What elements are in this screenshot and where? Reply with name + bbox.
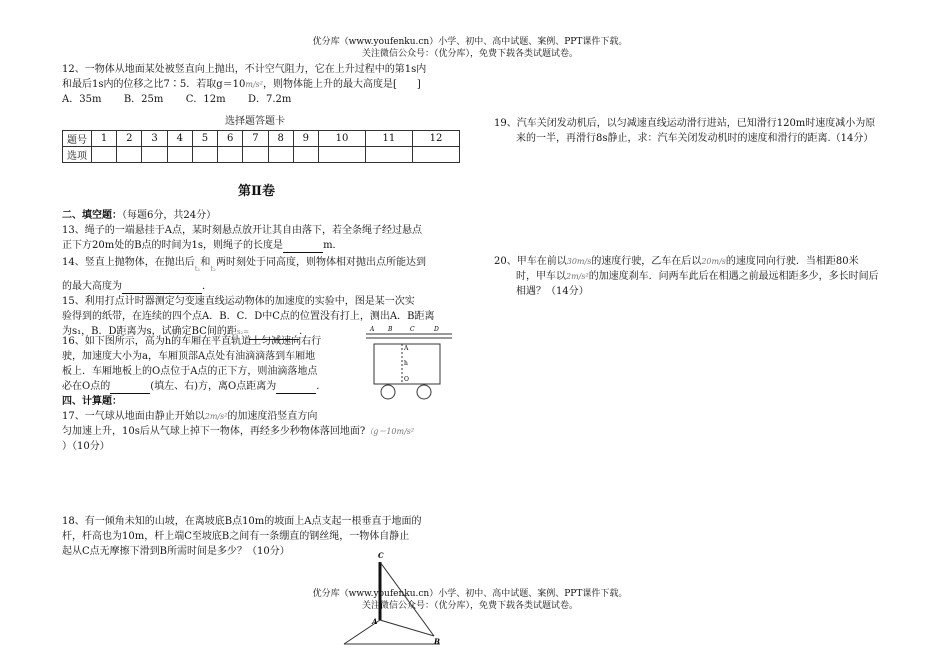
q15-line-1: 15、利用打点计时器测定匀变速直线运动物体的加速度的实验中，图是某一次实 xyxy=(62,296,415,307)
q12-unit: m/s² xyxy=(245,80,263,89)
slope-line xyxy=(380,620,434,636)
question-20 xyxy=(494,254,894,299)
cart-figure xyxy=(362,322,462,402)
answer-cell xyxy=(268,147,293,163)
q13-line-1: 13、绳子的一端悬挂于A点，某时刻悬点放开让其自由落下，若全条绳子经过悬点 xyxy=(62,225,422,236)
tape-label: B xyxy=(388,326,393,333)
answer-cell xyxy=(167,147,192,163)
fill-heading: 二、填空题：（每题6分，共24分） xyxy=(62,210,217,221)
answer-cell xyxy=(142,147,167,163)
tape-label: C xyxy=(410,326,415,333)
q20-line-3: 相遇？（14分） xyxy=(516,286,589,297)
tape-label: A xyxy=(370,326,375,333)
answer-cell xyxy=(92,147,117,163)
q14-t1: t₁ xyxy=(194,265,201,273)
cell-number: 9 xyxy=(293,131,318,147)
cell-number: 7 xyxy=(243,131,268,147)
cell-number: 2 xyxy=(117,131,142,147)
q17-line-1: 17、一气球从地面由静止开始以2m/s²的加速度沿竖直方向 xyxy=(62,411,318,422)
answer-cell xyxy=(365,147,412,163)
answer-card-title: 选择题答题卡 xyxy=(225,116,285,127)
cart-label: A xyxy=(404,345,409,352)
cell-number: 4 xyxy=(167,131,192,147)
section-2-title: 第Ⅱ卷 xyxy=(238,184,275,199)
header-line-1: 优分库（www.youfenku.cn）小学、初中、高中试题、案例、PPT课件下载。 xyxy=(312,589,628,599)
q15-line-3: 为s₁，B．D距离为s，试确定BC间的距s₂= ． xyxy=(62,324,464,340)
q14-t2: t₂ xyxy=(210,265,216,273)
q16-line-4: 必在O点的 (填左、右)方，离O点距离为 ． xyxy=(62,381,327,392)
point-label-a: A xyxy=(372,617,378,626)
slope-figure xyxy=(340,548,450,648)
point-label-b: B xyxy=(434,637,440,646)
cell-number: 8 xyxy=(268,131,293,147)
q19-line-1: 19、汽车关闭发动机后，以匀减速直线运动滑行进站，已知滑行120m时速度减小为原 xyxy=(494,118,876,129)
answer-cell xyxy=(117,147,142,163)
point-label-c: C xyxy=(378,551,384,560)
q14-line-2: 的最大高度为 ． xyxy=(62,281,212,292)
q12-option-b: B．25m xyxy=(123,94,164,105)
header-line-2: 关注微信公众号：（优分库），免费下载各类试题试卷。 xyxy=(361,601,578,611)
cell-number: 1 xyxy=(92,131,117,147)
q12-option-a: A．35m xyxy=(62,94,102,105)
q16-line-2: 驶，加速度大小为a，车厢顶部A点处有油滴滴落到车厢地 xyxy=(62,351,316,362)
q12-options xyxy=(62,92,462,107)
q20-line-2: 时，甲车以2m/s²的加速度刹车．问两车此后在相遇之前最远相距多少，多长时间后 xyxy=(516,271,879,282)
q15-line-2: 验得到的纸带，在连续的四个点A．B．C．D中C点的位置没有打上，测出A．B距离 xyxy=(62,311,435,322)
q17-g: （g＝10m/s² xyxy=(365,427,415,436)
answer-cell xyxy=(293,147,318,163)
cell-number: 3 xyxy=(142,131,167,147)
q12-option-c: C．12m xyxy=(185,94,226,105)
wire xyxy=(380,562,434,636)
q16-line-1: 16、如下图所示，高为h的车厢在平直轨道上匀减速向右行 xyxy=(62,336,322,347)
answer-cell xyxy=(243,147,268,163)
q20-line-1: 20、甲车在前以30m/s的速度行驶，乙车在后以20m/s的速度同向行驶．当相距80米 xyxy=(494,256,859,267)
q18-line-2: 杆，杆高也为10m，杆上端C至坡底B之间有一条绷直的钢丝绳，一物体自静止 xyxy=(62,531,410,542)
answer-cell xyxy=(218,147,243,163)
answer-card-row-numbers xyxy=(63,131,460,147)
q12-line-2: 和最后1s内的位移之比7∶5．若取g＝10m/s²，则物体能上升的最大高度是[ ] xyxy=(62,79,421,90)
answer-cell xyxy=(192,147,217,163)
question-19 xyxy=(494,116,894,146)
q17-line-3: ）（10分） xyxy=(62,441,110,452)
cell-number: 10 xyxy=(318,131,365,147)
q16-line-3: 板上．车厢地板上的O点位于A点的正下方，则油滴落地点 xyxy=(62,366,318,377)
q14-line-1: 14、竖直上抛物体，在抛出后$_{t_1}$和$_{t_2}$两时刻处于同高度，则物体相对抛出点所能达到 xyxy=(62,257,426,273)
cell-number: 11 xyxy=(365,131,412,147)
q17-acc: 2m/s² xyxy=(204,412,228,421)
question-12 xyxy=(62,62,462,107)
cell-number: 6 xyxy=(218,131,243,147)
tape-label: D xyxy=(434,326,439,333)
row-label-number: 题号 xyxy=(63,131,92,147)
cart-label: O xyxy=(404,376,409,383)
header-line-2: 关注微信公众号：（优分库），免费下载各类试题试卷。 xyxy=(361,49,578,59)
q12-option-d: D．7.2m xyxy=(247,94,292,105)
q12-line-1: 12、一物体从地面某处被竖直向上抛出，不计空气阻力，它在上升过程中的第1s内 xyxy=(62,64,427,75)
header-watermark-top xyxy=(300,36,640,60)
answer-cell xyxy=(318,147,365,163)
q18-line-3: 起从C点无摩擦下滑到B所需时间是多少？（10分） xyxy=(62,546,290,557)
q18-line-1: 18、有一倾角未知的山坡，在离坡底B点10m的坡面上A点支起一根垂直于地面的 xyxy=(62,516,422,527)
row-label-option: 选项 xyxy=(63,147,92,163)
q19-line-2: 来的一半，再滑行8s静止，求：汽车关闭发动机时的速度和滑行的距离.（14分） xyxy=(516,133,874,144)
fill-section xyxy=(62,208,464,340)
answer-cell xyxy=(412,147,459,163)
q17-line-2: 匀加速上升，10s后从气球上掉下一物体，再经多少秒物体落回地面?（g＝10m/s² xyxy=(62,426,415,437)
question-16 xyxy=(62,334,352,394)
cart-label: h xyxy=(404,360,408,367)
q13-line-2: 正下方20m处的B点的时间为1s，则绳子的长度是 m． xyxy=(62,240,343,251)
calc-heading: 四、计算题： xyxy=(62,396,122,407)
calc-section xyxy=(62,394,462,454)
cell-number: 5 xyxy=(192,131,217,147)
cell-number: 12 xyxy=(412,131,459,147)
answer-card-table xyxy=(62,130,460,163)
answer-card-row-options xyxy=(63,147,460,163)
header-line-1: 优分库（www.youfenku.cn）小学、初中、高中试题、案例、PPT课件下载。 xyxy=(312,37,628,47)
